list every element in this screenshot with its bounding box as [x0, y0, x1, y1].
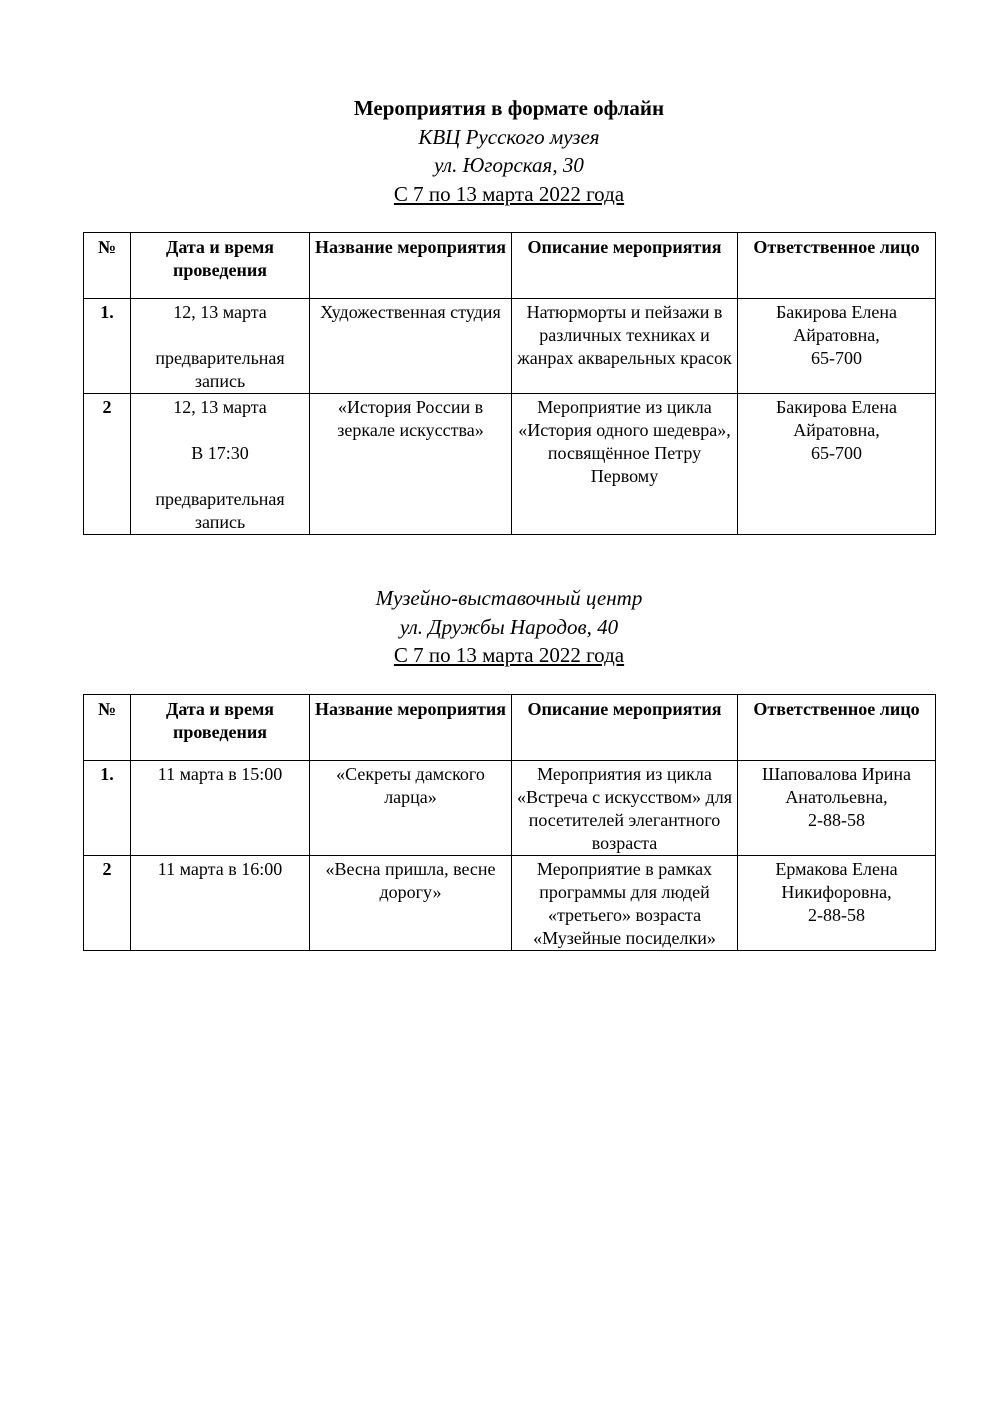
row-event-name: «История России в зеркале искусства»: [310, 394, 512, 535]
row-person: Ермакова Елена Никифоровна,: [775, 859, 898, 902]
row-event-name: Художественная студия: [310, 299, 512, 394]
row-phone: 65-700: [811, 348, 862, 368]
table-row: [84, 299, 936, 394]
section-2-heading: [83, 584, 935, 670]
row-num: 1.: [84, 761, 131, 856]
row-datetime: [131, 394, 310, 535]
header-name: Название мероприятия: [310, 233, 512, 299]
row-note: предварительная запись: [155, 348, 285, 391]
header-responsible: Ответственное лицо: [738, 695, 936, 761]
section-2-dates: С 7 по 13 марта 2022 года: [393, 643, 625, 667]
section-1-heading: [83, 94, 935, 208]
section-2-address: ул. Дружбы Народов, 40: [399, 614, 619, 639]
row-person: Бакирова Елена Айратовна,: [775, 397, 898, 440]
table-row: [84, 394, 936, 535]
row-num: 1.: [84, 299, 131, 394]
section-1-venue: КВЦ Русского музея: [418, 124, 600, 149]
row-phone: 2-88-58: [808, 905, 865, 925]
row-person: Бакирова Елена Айратовна,: [775, 302, 898, 345]
row-description: Натюрморты и пейзажи в различных техниках и жанрах акварельных красок: [512, 299, 738, 394]
row-num: 2: [84, 394, 131, 535]
section-1-address: ул. Югорская, 30: [434, 153, 584, 177]
row-description: Мероприятия из цикла «Встреча с искусством» для посетителей элегантного возраста: [512, 761, 738, 856]
section-1-table: [83, 232, 936, 535]
row-description: Мероприятие в рамках программы для людей «третьего» возраста «Музейные посиделки»: [512, 856, 738, 951]
row-responsible: [738, 761, 936, 856]
row-datetime: [131, 299, 310, 394]
table-row: [84, 761, 936, 856]
header-num: №: [84, 695, 131, 761]
section-2-table: [83, 694, 936, 951]
row-note: предварительная запись: [155, 489, 285, 532]
table-header-row: [84, 695, 936, 761]
header-description: Описание мероприятия: [512, 233, 738, 299]
table-row: [84, 856, 936, 951]
row-person: Шаповалова Ирина Анатольевна,: [762, 764, 911, 807]
section-1-dates: С 7 по 13 марта 2022 года: [393, 181, 625, 206]
row-date: 12, 13 марта: [173, 302, 267, 322]
row-phone: 2-88-58: [808, 810, 865, 830]
section-2-venue: Музейно-выставочный центр: [375, 586, 643, 610]
row-event-name: «Весна пришла, весне дорогу»: [310, 856, 512, 951]
section-1-title: Мероприятия в формате офлайн: [353, 96, 665, 120]
row-num: 2: [84, 856, 131, 951]
header-responsible: Ответственное лицо: [738, 233, 936, 299]
row-date: 12, 13 марта: [173, 397, 267, 417]
header-description: Описание мероприятия: [512, 695, 738, 761]
row-event-name: «Секреты дамского ларца»: [310, 761, 512, 856]
row-description: Мероприятие из цикла «История одного шедевра», посвящённое Петру Первому: [512, 394, 738, 535]
row-time: В 17:30: [191, 443, 249, 463]
table-header-row: [84, 233, 936, 299]
row-responsible: [738, 299, 936, 394]
row-datetime: 11 марта в 15:00: [131, 761, 310, 856]
row-phone: 65-700: [811, 443, 862, 463]
header-name: Название мероприятия: [310, 695, 512, 761]
row-datetime: 11 марта в 16:00: [131, 856, 310, 951]
row-responsible: [738, 394, 936, 535]
row-responsible: [738, 856, 936, 951]
header-num: №: [84, 233, 131, 299]
header-datetime: Дата и время проведения: [131, 233, 310, 299]
header-datetime: Дата и время проведения: [131, 695, 310, 761]
